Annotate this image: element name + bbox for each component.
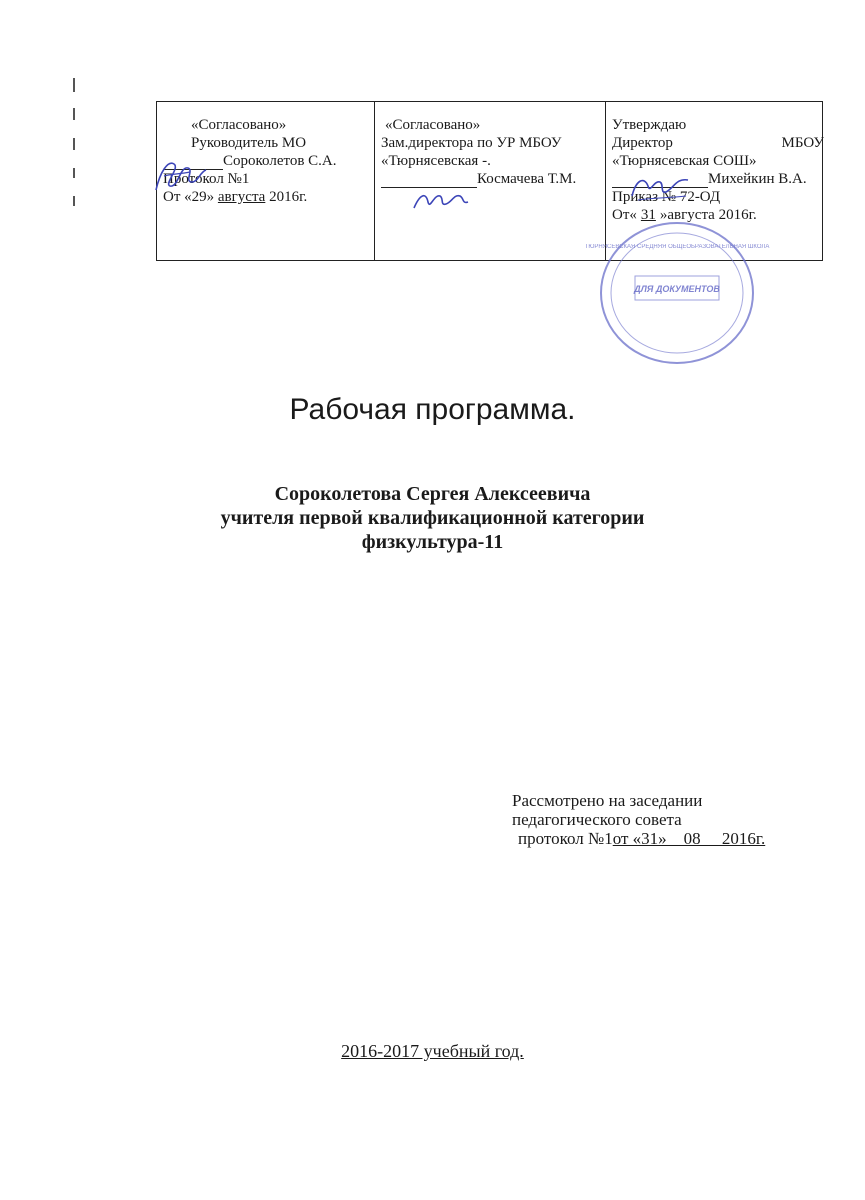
document-title: Рабочая программа. bbox=[289, 393, 576, 426]
margin-mark bbox=[73, 108, 75, 120]
school-year: 2016-2017 учебный год. bbox=[341, 1041, 524, 1061]
author-position: учителя первой квалификационной категории bbox=[220, 507, 645, 529]
approval-mo-signature-line bbox=[163, 152, 368, 170]
council-note bbox=[512, 791, 765, 848]
council-line-1: Рассмотрено на заседании bbox=[512, 791, 703, 810]
school-stamp-icon bbox=[584, 218, 770, 368]
approval-director-school: «Тюрнясевская СОШ» bbox=[612, 153, 757, 169]
stamp-center-text: ДЛЯ ДОКУМЕНТОВ bbox=[634, 284, 720, 294]
approval-mo-cell bbox=[157, 102, 375, 261]
approval-director-role: Директор МБОУ bbox=[612, 135, 824, 151]
approval-director-heading: Утверждаю bbox=[612, 117, 687, 133]
approval-deputy-name: Космачева Т.М. bbox=[477, 171, 577, 187]
signature-blank bbox=[381, 173, 477, 188]
author-block bbox=[0, 482, 865, 554]
margin-mark bbox=[73, 138, 75, 150]
margin-mark bbox=[73, 168, 75, 178]
approval-deputy-role: Зам.директора по УР МБОУ bbox=[381, 135, 562, 151]
approval-mo-date: От «29» августа 2016г. bbox=[163, 189, 308, 205]
margin-mark bbox=[73, 196, 75, 206]
signature-blank bbox=[612, 173, 708, 188]
approval-mo-heading: «Согласовано» bbox=[191, 117, 287, 133]
council-protocol: протокол №1от «31» 08 2016г. bbox=[518, 829, 766, 848]
approval-mo-role: Руководитель МО bbox=[191, 135, 307, 151]
approval-mo-protocol: Протокол №1 bbox=[163, 171, 250, 187]
signature-blank bbox=[163, 155, 223, 170]
approval-director-order: Приказ № 72-ОД bbox=[612, 189, 721, 205]
approval-deputy-school: «Тюрнясевская -. bbox=[381, 153, 491, 169]
approval-director-signature-line bbox=[612, 170, 816, 188]
approval-deputy-signature-line bbox=[381, 170, 599, 188]
author-name: Сороколетова Сергея Алексеевича bbox=[274, 483, 591, 505]
council-line-2: педагогического совета bbox=[512, 810, 682, 829]
approval-director-date: От« 31 »августа 2016г. bbox=[612, 207, 757, 223]
approval-deputy-heading: «Согласовано» bbox=[385, 117, 481, 133]
approval-mo-name: Сороколетов С.А. bbox=[223, 153, 337, 169]
author-subject: физкультура-11 bbox=[361, 531, 504, 553]
margin-mark bbox=[73, 78, 75, 92]
stamp-top-text: ТЮРНЯСЕВСКАЯ СРЕДНЯЯ ОБЩЕОБРАЗОВАТЕЛЬНАЯ ШКОЛА bbox=[584, 244, 770, 250]
approval-director-name: Михейкин В.А. bbox=[708, 171, 807, 187]
approval-deputy-cell bbox=[375, 102, 606, 261]
